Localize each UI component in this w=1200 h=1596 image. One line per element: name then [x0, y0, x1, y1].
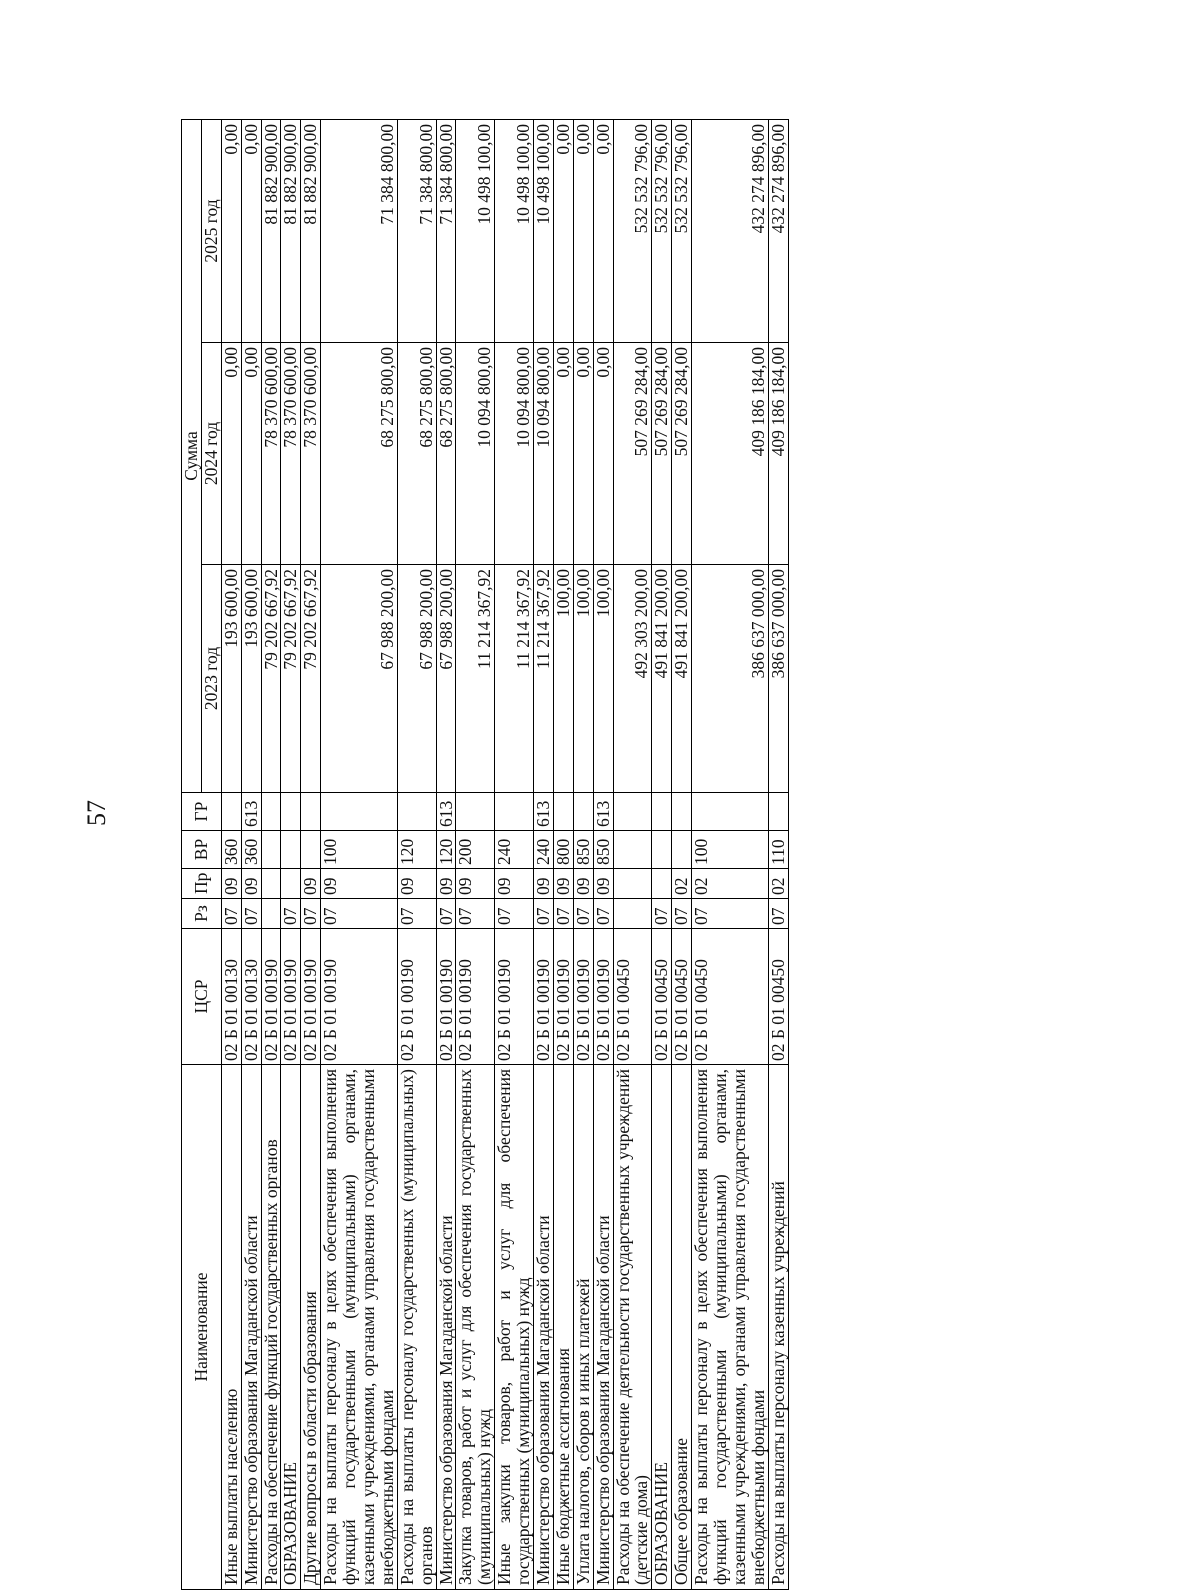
amount-2025-cell: 0,00 — [221, 119, 241, 342]
amount-2024-cell: 68 275 800,00 — [436, 343, 456, 565]
vr-cell: 240 — [534, 831, 554, 869]
pr-cell: 02 — [692, 869, 769, 899]
gr-cell — [768, 793, 788, 831]
amount-2023-cell: 491 841 200,00 — [672, 565, 692, 793]
header-year-2025: 2025 год — [201, 119, 221, 342]
pr-cell: 09 — [534, 869, 554, 899]
amount-2023-cell: 386 637 000,00 — [768, 565, 788, 793]
amount-2024-cell: 507 269 284,00 — [672, 343, 692, 565]
vr-cell — [281, 831, 301, 869]
header-name: Наименование — [182, 1065, 222, 1590]
amount-2023-cell: 100,00 — [553, 565, 573, 793]
table-row — [573, 119, 593, 1589]
vr-cell: 110 — [768, 831, 788, 869]
pr-cell: 09 — [321, 869, 398, 899]
rz-cell — [613, 899, 652, 929]
pr-cell: 09 — [495, 869, 534, 899]
csr-cell: 02 Б 01 00190 — [261, 929, 281, 1065]
amount-2024-cell: 507 269 284,00 — [613, 343, 652, 565]
amount-2023-cell: 491 841 200,00 — [652, 565, 672, 793]
name-cell: Министерство образования Магаданской области — [534, 1065, 554, 1590]
table-row — [301, 119, 321, 1589]
pr-cell — [652, 869, 672, 899]
rz-cell: 07 — [301, 899, 321, 929]
gr-cell — [613, 793, 652, 831]
csr-cell: 02 Б 01 00190 — [573, 929, 593, 1065]
amount-2025-cell: 71 384 800,00 — [321, 119, 398, 342]
table-row — [534, 119, 554, 1589]
name-cell: Министерство образования Магаданской области — [436, 1065, 456, 1590]
pr-cell — [261, 869, 281, 899]
table-row — [672, 119, 692, 1589]
table-row — [321, 119, 398, 1589]
vr-cell: 240 — [495, 831, 534, 869]
csr-cell: 02 Б 01 00190 — [301, 929, 321, 1065]
vr-cell: 100 — [321, 831, 398, 869]
vr-cell — [261, 831, 281, 869]
table-row — [261, 119, 281, 1589]
table-row — [652, 119, 672, 1589]
pr-cell: 09 — [301, 869, 321, 899]
rz-cell: 07 — [768, 899, 788, 929]
pr-cell — [281, 869, 301, 899]
amount-2025-cell: 0,00 — [241, 119, 261, 342]
gr-cell — [672, 793, 692, 831]
rz-cell: 07 — [692, 899, 769, 929]
vr-cell — [613, 831, 652, 869]
amount-2025-cell: 432 274 896,00 — [692, 119, 769, 342]
vr-cell: 120 — [397, 831, 436, 869]
amount-2023-cell: 11 214 367,92 — [534, 565, 554, 793]
csr-cell: 02 Б 01 00450 — [692, 929, 769, 1065]
table-row — [436, 119, 456, 1589]
amount-2024-cell: 10 094 800,00 — [495, 343, 534, 565]
pr-cell: 09 — [397, 869, 436, 899]
table-row — [397, 119, 436, 1589]
table-row — [495, 119, 534, 1589]
table-header — [182, 119, 222, 1589]
amount-2024-cell: 68 275 800,00 — [321, 343, 398, 565]
vr-cell: 360 — [241, 831, 261, 869]
pr-cell: 09 — [553, 869, 573, 899]
table-row — [281, 119, 301, 1589]
vr-cell: 850 — [593, 831, 613, 869]
table-row — [593, 119, 613, 1589]
amount-2023-cell: 79 202 667,92 — [281, 565, 301, 793]
amount-2023-cell: 11 214 367,92 — [456, 565, 495, 793]
gr-cell — [553, 793, 573, 831]
budget-table — [181, 119, 789, 1590]
name-cell: Закупка товаров, работ и услуг для обеспечения государственных (муниципальных) нужд — [456, 1065, 495, 1590]
vr-cell — [301, 831, 321, 869]
name-cell: Иные закупки товаров, работ и услуг для обеспечения государственных (муниципальных) нужд — [495, 1065, 534, 1590]
gr-cell — [573, 793, 593, 831]
csr-cell: 02 Б 01 00190 — [495, 929, 534, 1065]
gr-cell — [456, 793, 495, 831]
amount-2023-cell: 79 202 667,92 — [301, 565, 321, 793]
header-gr: ГР — [182, 793, 222, 831]
csr-cell: 02 Б 01 00190 — [534, 929, 554, 1065]
amount-2023-cell: 100,00 — [593, 565, 613, 793]
amount-2025-cell: 71 384 800,00 — [397, 119, 436, 342]
amount-2025-cell: 532 532 796,00 — [613, 119, 652, 342]
rz-cell: 07 — [672, 899, 692, 929]
rz-cell: 07 — [281, 899, 301, 929]
amount-2024-cell: 0,00 — [221, 343, 241, 565]
table-row — [241, 119, 261, 1589]
rz-cell: 07 — [553, 899, 573, 929]
name-cell: Расходы на выплаты персоналу государственных (муниципальных) органов — [397, 1065, 436, 1590]
name-cell: Расходы на обеспечение деятельности государственных учреждений (детские дома) — [613, 1065, 652, 1590]
amount-2025-cell: 81 882 900,00 — [261, 119, 281, 342]
csr-cell: 02 Б 01 00450 — [613, 929, 652, 1065]
amount-2023-cell: 193 600,00 — [221, 565, 241, 793]
gr-cell: 613 — [436, 793, 456, 831]
table-row — [768, 119, 788, 1589]
gr-cell — [261, 793, 281, 831]
amount-2025-cell: 0,00 — [553, 119, 573, 342]
vr-cell: 100 — [692, 831, 769, 869]
table-row — [553, 119, 573, 1589]
amount-2025-cell: 10 498 100,00 — [534, 119, 554, 342]
gr-cell — [397, 793, 436, 831]
rz-cell: 07 — [221, 899, 241, 929]
name-cell: Иные выплаты населению — [221, 1065, 241, 1590]
amount-2025-cell: 532 532 796,00 — [652, 119, 672, 342]
name-cell: Расходы на обеспечение функций государственных органов — [261, 1065, 281, 1590]
amount-2025-cell: 0,00 — [573, 119, 593, 342]
pr-cell — [613, 869, 652, 899]
amount-2024-cell: 507 269 284,00 — [652, 343, 672, 565]
csr-cell: 02 Б 01 00190 — [281, 929, 301, 1065]
gr-cell — [281, 793, 301, 831]
csr-cell: 02 Б 01 00130 — [241, 929, 261, 1065]
csr-cell: 02 Б 01 00130 — [221, 929, 241, 1065]
name-cell: Иные бюджетные ассигнования — [553, 1065, 573, 1590]
vr-cell: 200 — [456, 831, 495, 869]
csr-cell: 02 Б 01 00190 — [397, 929, 436, 1065]
pr-cell: 09 — [436, 869, 456, 899]
amount-2023-cell: 67 988 200,00 — [436, 565, 456, 793]
amount-2024-cell: 68 275 800,00 — [397, 343, 436, 565]
csr-cell: 02 Б 01 00190 — [436, 929, 456, 1065]
csr-cell: 02 Б 01 00450 — [672, 929, 692, 1065]
amount-2023-cell: 100,00 — [573, 565, 593, 793]
header-rz: Рз — [182, 899, 222, 929]
amount-2023-cell: 79 202 667,92 — [261, 565, 281, 793]
table-row — [613, 119, 652, 1589]
amount-2024-cell: 0,00 — [593, 343, 613, 565]
rz-cell: 07 — [573, 899, 593, 929]
name-cell: Расходы на выплаты персоналу в целях обеспечения выполнения функций государственными (муниципальными) органами, казенными учреждениями, органами управления государственными внебюджетными фондами — [692, 1065, 769, 1590]
amount-2024-cell: 78 370 600,00 — [281, 343, 301, 565]
amount-2025-cell: 532 532 796,00 — [672, 119, 692, 342]
amount-2024-cell: 409 186 184,00 — [692, 343, 769, 565]
amount-2023-cell: 11 214 367,92 — [495, 565, 534, 793]
pr-cell: 02 — [672, 869, 692, 899]
vr-cell: 850 — [573, 831, 593, 869]
name-cell: Другие вопросы в области образования — [301, 1065, 321, 1590]
header-year-2023: 2023 год — [201, 565, 221, 793]
pr-cell: 02 — [768, 869, 788, 899]
amount-2024-cell: 0,00 — [573, 343, 593, 565]
amount-2024-cell: 78 370 600,00 — [261, 343, 281, 565]
amount-2024-cell: 409 186 184,00 — [768, 343, 788, 565]
header-vr: ВР — [182, 831, 222, 869]
pr-cell: 09 — [456, 869, 495, 899]
rz-cell: 07 — [436, 899, 456, 929]
name-cell: ОБРАЗОВАНИЕ — [281, 1065, 301, 1590]
pr-cell: 09 — [573, 869, 593, 899]
gr-cell: 613 — [593, 793, 613, 831]
pr-cell: 09 — [593, 869, 613, 899]
amount-2024-cell: 78 370 600,00 — [301, 343, 321, 565]
table-row — [456, 119, 495, 1589]
name-cell: Министерство образования Магаданской области — [241, 1065, 261, 1590]
gr-cell: 613 — [534, 793, 554, 831]
vr-cell — [652, 831, 672, 869]
amount-2023-cell: 492 303 200,00 — [613, 565, 652, 793]
gr-cell — [301, 793, 321, 831]
rz-cell: 07 — [456, 899, 495, 929]
header-csr: ЦСР — [182, 929, 222, 1065]
amount-2023-cell: 67 988 200,00 — [397, 565, 436, 793]
gr-cell — [652, 793, 672, 831]
gr-cell — [692, 793, 769, 831]
rz-cell: 07 — [241, 899, 261, 929]
amount-2024-cell: 0,00 — [553, 343, 573, 565]
header-sum: Сумма — [182, 119, 202, 792]
rz-cell: 07 — [397, 899, 436, 929]
table-body — [221, 119, 788, 1589]
page-number: 57 — [82, 800, 111, 826]
pr-cell: 09 — [241, 869, 261, 899]
amount-2025-cell: 10 498 100,00 — [495, 119, 534, 342]
amount-2025-cell: 81 882 900,00 — [301, 119, 321, 342]
budget-table-container — [181, 120, 953, 1590]
name-cell: ОБРАЗОВАНИЕ — [652, 1065, 672, 1590]
amount-2023-cell: 386 637 000,00 — [692, 565, 769, 793]
csr-cell: 02 Б 01 00190 — [553, 929, 573, 1065]
amount-2023-cell: 193 600,00 — [241, 565, 261, 793]
name-cell: Уплата налогов, сборов и иных платежей — [573, 1065, 593, 1590]
rz-cell: 07 — [534, 899, 554, 929]
rz-cell: 07 — [321, 899, 398, 929]
amount-2025-cell: 71 384 800,00 — [436, 119, 456, 342]
amount-2025-cell: 81 882 900,00 — [281, 119, 301, 342]
csr-cell: 02 Б 01 00190 — [456, 929, 495, 1065]
name-cell: Министерство образования Магаданской области — [593, 1065, 613, 1590]
rz-cell: 07 — [593, 899, 613, 929]
vr-cell: 360 — [221, 831, 241, 869]
vr-cell: 120 — [436, 831, 456, 869]
csr-cell: 02 Б 01 00450 — [768, 929, 788, 1065]
rz-cell: 07 — [652, 899, 672, 929]
name-cell: Расходы на выплаты персоналу в целях обеспечения выполнения функций государственными (муниципальными) органами, казенными учреждениями, органами управления государственными внебюджетными фондами — [321, 1065, 398, 1590]
header-pr: Пр — [182, 869, 222, 899]
csr-cell: 02 Б 01 00190 — [593, 929, 613, 1065]
gr-cell: 613 — [241, 793, 261, 831]
amount-2023-cell: 67 988 200,00 — [321, 565, 398, 793]
table-row — [692, 119, 769, 1589]
gr-cell — [221, 793, 241, 831]
name-cell: Расходы на выплаты персоналу казенных учреждений — [768, 1065, 788, 1590]
amount-2025-cell: 432 274 896,00 — [768, 119, 788, 342]
pr-cell: 09 — [221, 869, 241, 899]
gr-cell — [321, 793, 398, 831]
amount-2025-cell: 0,00 — [593, 119, 613, 342]
rz-cell — [261, 899, 281, 929]
amount-2024-cell: 0,00 — [241, 343, 261, 565]
name-cell: Общее образование — [672, 1065, 692, 1590]
amount-2024-cell: 10 094 800,00 — [534, 343, 554, 565]
vr-cell: 800 — [553, 831, 573, 869]
amount-2025-cell: 10 498 100,00 — [456, 119, 495, 342]
csr-cell: 02 Б 01 00450 — [652, 929, 672, 1065]
gr-cell — [495, 793, 534, 831]
table-row — [221, 119, 241, 1589]
csr-cell: 02 Б 01 00190 — [321, 929, 398, 1065]
vr-cell — [672, 831, 692, 869]
header-year-2024: 2024 год — [201, 343, 221, 565]
amount-2024-cell: 10 094 800,00 — [456, 343, 495, 565]
rz-cell: 07 — [495, 899, 534, 929]
